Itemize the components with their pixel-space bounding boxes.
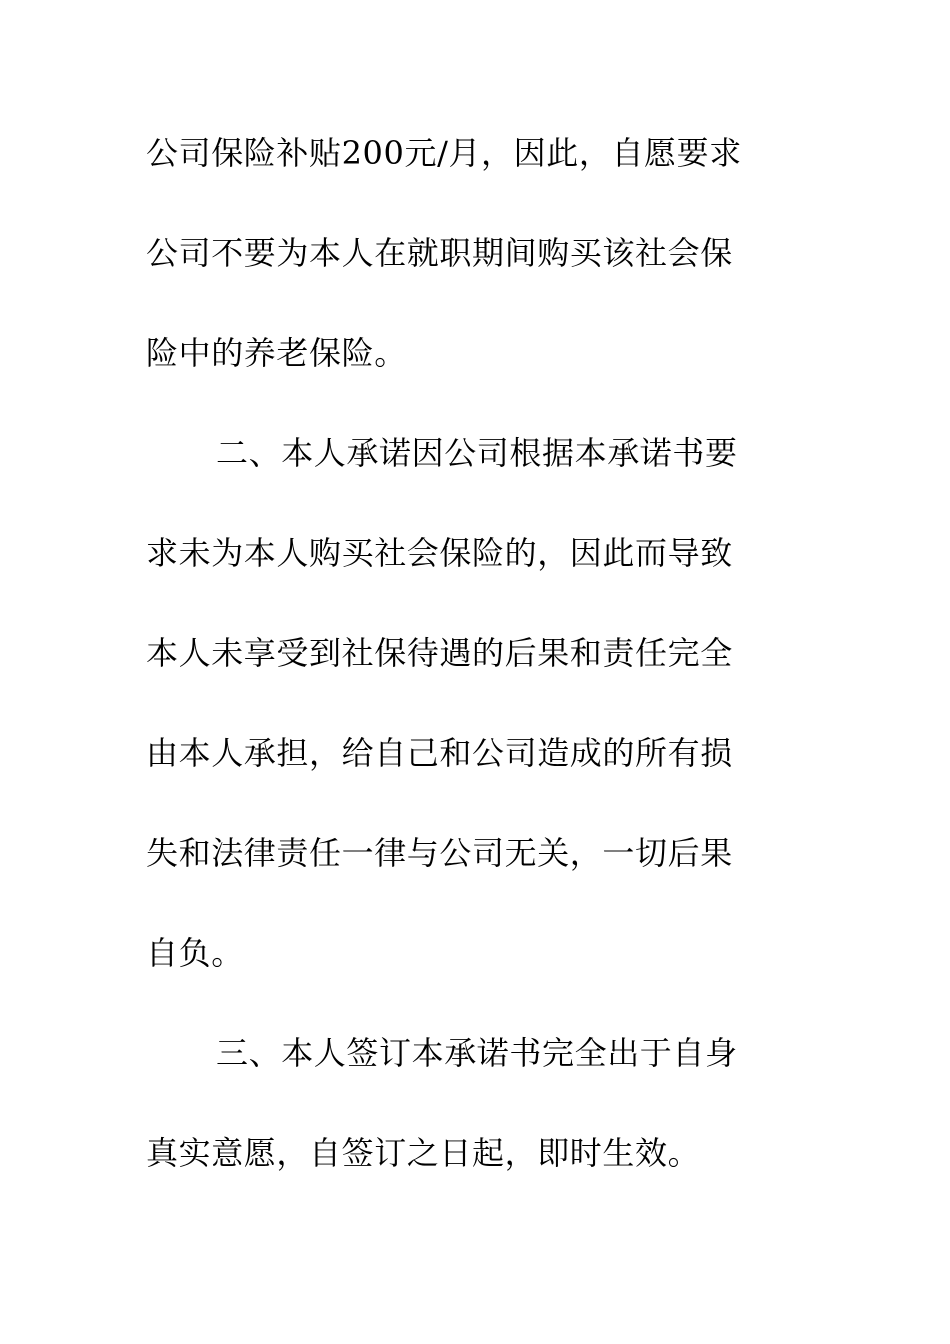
paragraph-1-line-2: 公司不要为本人在就职期间购买该社会保: [146, 234, 733, 272]
paragraph-2-line-6: 自负。: [146, 934, 244, 972]
paragraph-1-line-1: 公司保险补贴200元/月，因此，自愿要求: [146, 134, 742, 172]
paragraph-1-line-3: 险中的养老保险。: [146, 334, 407, 372]
paragraph-2-line-5: 失和法律责任一律与公司无关，一切后果: [146, 834, 733, 872]
paragraph-2-line-4: 由本人承担，给自己和公司造成的所有损: [146, 734, 733, 772]
paragraph-2-line-2: 求未为本人购买社会保险的，因此而导致: [146, 534, 733, 572]
paragraph-3-line-2: 真实意愿，自签订之日起，即时生效。: [146, 1134, 701, 1172]
paragraph-2-line-3: 本人未享受到社保待遇的后果和责任完全: [146, 634, 733, 672]
paragraph-2-line-1: 二、本人承诺因公司根据本承诺书要: [216, 434, 738, 472]
paragraph-3-line-1: 三、本人签订本承诺书完全出于自身: [216, 1034, 738, 1072]
